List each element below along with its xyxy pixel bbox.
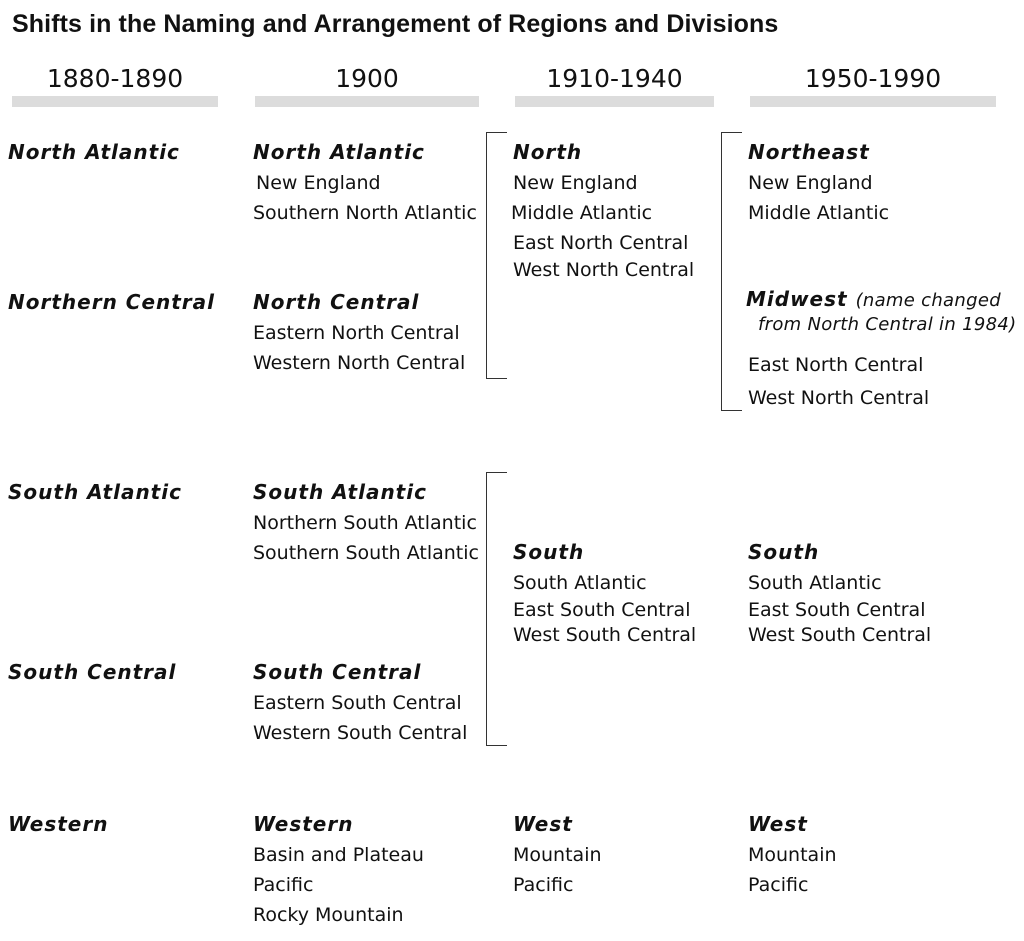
division-name: Mountain — [748, 844, 837, 866]
division-name: New England — [256, 172, 381, 194]
division-name: Mountain — [513, 844, 602, 866]
division-name: Western South Central — [253, 722, 468, 744]
period-header-1880: 1880-1890 — [46, 64, 184, 93]
region-south-1910: South — [513, 540, 585, 564]
region-south-1950: South — [748, 540, 820, 564]
division-name: Western North Central — [253, 352, 466, 374]
region-south-atlantic-1880: South Atlantic — [8, 480, 182, 504]
period-header-1950: 1950-1990 — [804, 64, 942, 93]
division-name: Middle Atlantic — [748, 202, 890, 224]
header-bar — [515, 96, 714, 107]
region-midwest-1950 — [746, 287, 1001, 311]
region-western-1900: Western — [253, 812, 354, 836]
region-north-central-1900: North Central — [253, 290, 420, 314]
region-northern-central-1880: Northern Central — [8, 290, 216, 314]
division-name: West South Central — [748, 624, 932, 646]
division-name: Southern South Atlantic — [253, 542, 479, 564]
region-south-central-1900: South Central — [253, 660, 422, 684]
division-name: Basin and Plateau — [253, 844, 424, 866]
bracket-south — [486, 472, 507, 746]
division-name: Pacific — [513, 874, 574, 896]
division-name: New England — [513, 172, 638, 194]
period-header-1900: 1900 — [335, 64, 399, 93]
region-north-atlantic-1880: North Atlantic — [8, 140, 180, 164]
period-header-1910: 1910-1940 — [546, 64, 683, 93]
division-name: New England — [748, 172, 873, 194]
bracket-northeast-midwest — [721, 132, 742, 411]
division-name: Rocky Mountain — [253, 904, 404, 926]
division-name: South Atlantic — [513, 572, 647, 594]
region-western-1880: Western — [8, 812, 109, 836]
division-name: Northern South Atlantic — [253, 512, 477, 534]
division-name: West North Central — [513, 259, 695, 281]
region-midwest-name: Midwest — [746, 287, 848, 311]
header-bar — [750, 96, 996, 107]
header-bar — [12, 96, 218, 107]
region-north-1910: North — [513, 140, 583, 164]
midwest-note-line2: from North Central in 1984) — [758, 314, 1017, 335]
page-title: Shifts in the Naming and Arrangement of Regions and Divisions — [12, 10, 779, 38]
region-north-atlantic-1900: North Atlantic — [253, 140, 425, 164]
region-west-1910: West — [513, 812, 573, 836]
division-name: East South Central — [513, 599, 691, 621]
midwest-note-line1: (name changed — [855, 290, 1001, 311]
division-name: East North Central — [748, 354, 924, 376]
division-name: East North Central — [513, 232, 689, 254]
region-west-1950: West — [748, 812, 808, 836]
division-name: Pacific — [253, 874, 314, 896]
division-name: West North Central — [748, 387, 930, 409]
division-name: Southern North Atlantic — [253, 202, 477, 224]
division-name: Middle Atlantic — [511, 202, 653, 224]
bracket-north — [486, 132, 507, 379]
header-bar — [255, 96, 479, 107]
division-name: West South Central — [513, 624, 697, 646]
division-name: South Atlantic — [748, 572, 882, 594]
region-northeast-1950: Northeast — [748, 140, 870, 164]
region-south-atlantic-1900: South Atlantic — [253, 480, 427, 504]
division-name: Pacific — [748, 874, 809, 896]
region-south-central-1880: South Central — [8, 660, 177, 684]
division-name: Eastern South Central — [253, 692, 462, 714]
division-name: Eastern North Central — [253, 322, 460, 344]
division-name: East South Central — [748, 599, 926, 621]
